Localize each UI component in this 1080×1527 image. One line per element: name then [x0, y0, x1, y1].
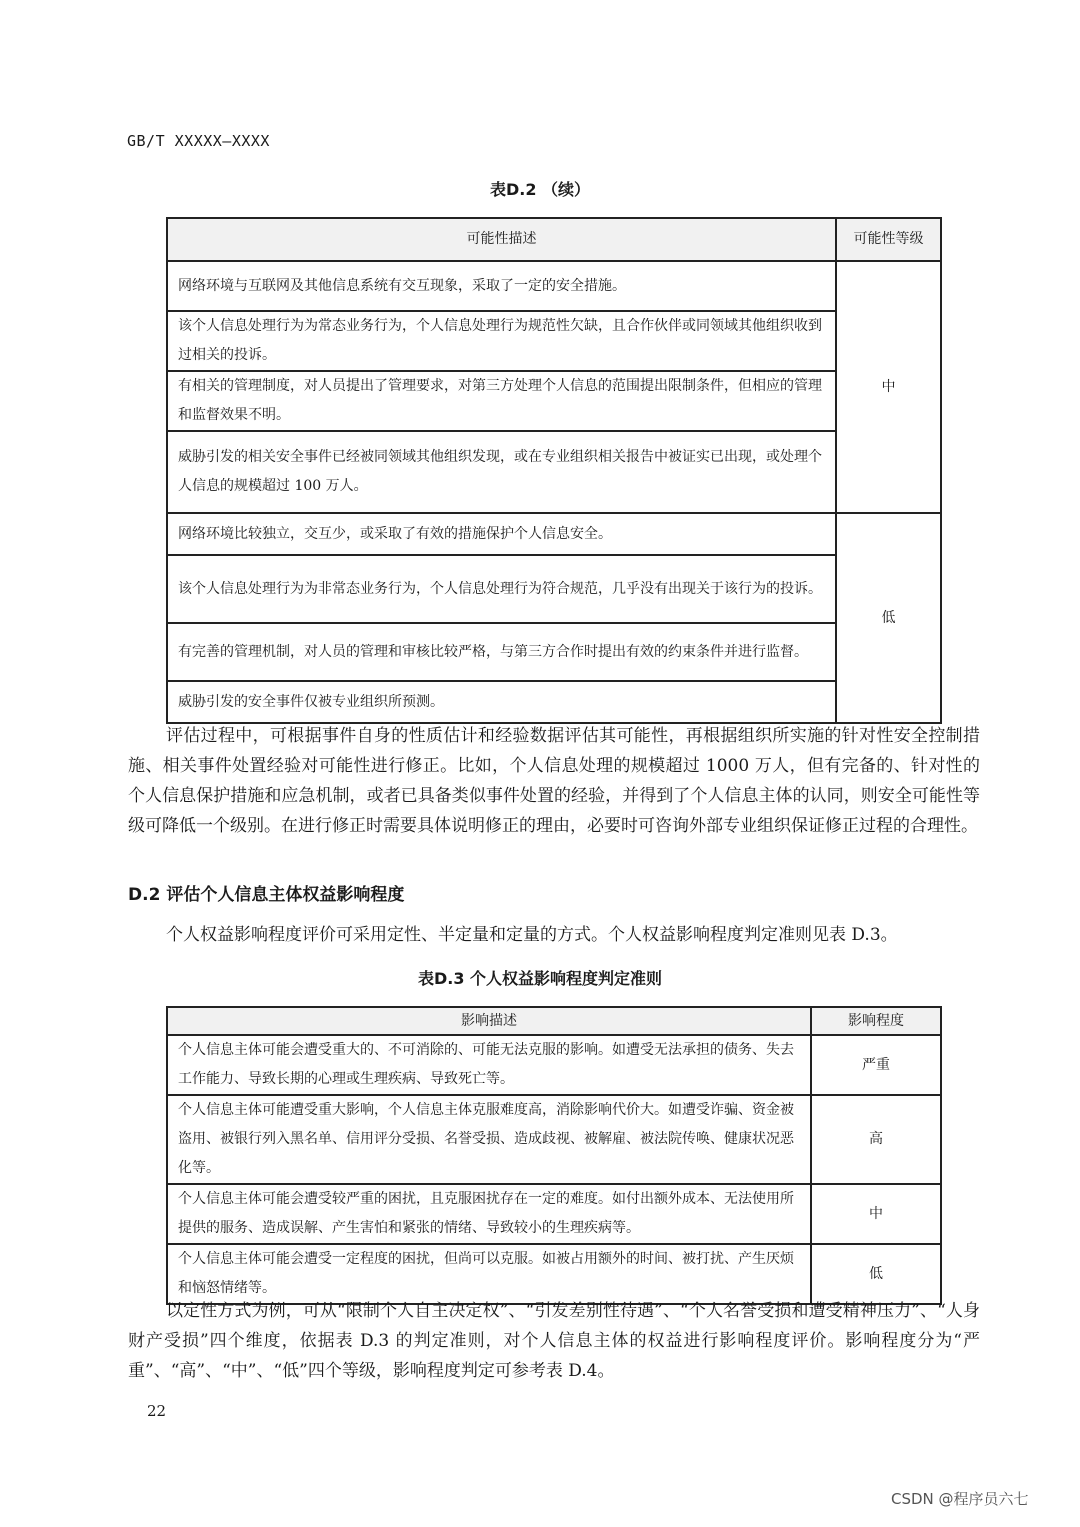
table-d2-row-low-4: 威胁引发的安全事件仅被专业组织所预测。 — [167, 681, 836, 723]
table-d3-row-level-1: 严重 — [811, 1035, 941, 1095]
table-d2-row-medium-4: 威胁引发的相关安全事件已经被同领域其他组织发现，或在专业组织相关报告中被证实已出现，或处理个人信息的规模超过 100 万人。 — [167, 431, 836, 513]
table-d2-row-medium-3: 有相关的管理制度，对人员提出了管理要求，对第三方处理个人信息的范围提出限制条件，但相应的管理和监督效果不明。 — [167, 371, 836, 431]
table-d3-row-level-4: 低 — [811, 1244, 941, 1304]
table-d2-header-level: 可能性等级 — [836, 218, 941, 261]
table-d2-row-medium-1: 网络环境与互联网及其他信息系统有交互现象，采取了一定的安全措施。 — [167, 261, 836, 311]
section-heading: D.2 评估个人信息主体权益影响程度 — [128, 885, 405, 905]
watermark: CSDN @程序员六七 — [891, 1490, 1029, 1508]
table-d3 — [166, 1006, 942, 1305]
paragraph-2: 个人权益影响程度评价可采用定性、半定量和定量的方式。个人权益影响程度判定准则见表 D.3。 — [166, 925, 898, 945]
paragraph-3: 以定性方式为例，可从“限制个人自主决定权”、“引发差别性待遇”、“个人名誉受损和遭受精神压力”、“人身财产受损”四个维度，依据表 D.3 的判定准则，对个人信息主体的权益进行影响程度评价。影响程度分为“严重”、“高”、“中”、“低”四个等级，影响程度判定可参考表 D.4。 — [128, 1301, 980, 1381]
table-d3-header-level: 影响程度 — [811, 1007, 941, 1035]
page-number: 22 — [147, 1402, 167, 1420]
table-d3-caption: 表D.3 个人权益影响程度判定准则 — [417, 969, 663, 988]
table-d3-row-level-2: 高 — [811, 1095, 941, 1184]
table-d2-row-low-3: 有完善的管理机制，对人员的管理和审核比较严格，与第三方合作时提出有效的约束条件并进行监督。 — [167, 623, 836, 681]
table-d2-row-medium-2: 该个人信息处理行为为常态业务行为，个人信息处理行为规范性欠缺，且合作伙伴或同领域其他组织收到过相关的投诉。 — [167, 311, 836, 371]
table-d2-caption: 表D.2 （续） — [489, 180, 591, 199]
table-d3-row-desc-3: 个人信息主体可能会遭受较严重的困扰，且克服困扰存在一定的难度。如付出额外成本、无法使用所提供的服务、造成误解、产生害怕和紧张的情绪、导致较小的生理疾病等。 — [167, 1184, 811, 1244]
table-d3-row-desc-1: 个人信息主体可能会遭受重大的、不可消除的、可能无法克服的影响。如遭受无法承担的债务、失去工作能力、导致长期的心理或生理疾病、导致死亡等。 — [167, 1035, 811, 1095]
standard-code: GB/T XXXXX—XXXX — [127, 132, 270, 150]
table-d3-row-desc-2: 个人信息主体可能遭受重大影响，个人信息主体克服难度高，消除影响代价大。如遭受诈骗、资金被盗用、被银行列入黑名单、信用评分受损、名誉受损、造成歧视、被解雇、被法院传唤、健康状况恶化等。 — [167, 1095, 811, 1184]
paragraph-1: 评估过程中，可根据事件自身的性质估计和经验数据评估其可能性，再根据组织所实施的针对性安全控制措施、相关事件处置经验对可能性进行修正。比如，个人信息处理的规模超过 1000 万人，但有完备的、针对性的个人信息保护措施和应急机制，或者已具备类似事件处置的经验，并得到了个人信息主体的认同，则安全可能性等级可降低一个级别。在进行修正时需要具体说明修正的理由，必要时可咨询外部专业组织保证修正过程的合理性。 — [128, 726, 980, 836]
table-d2-row-low-2: 该个人信息处理行为为非常态业务行为，个人信息处理行为符合规范，几乎没有出现关于该行为的投诉。 — [167, 555, 836, 623]
table-d2-row-low-1: 网络环境比较独立，交互少，或采取了有效的措施保护个人信息安全。 — [167, 513, 836, 555]
table-d2-header-description: 可能性描述 — [167, 218, 836, 261]
table-d2-level-medium: 中 — [836, 261, 941, 513]
table-d3-row-level-3: 中 — [811, 1184, 941, 1244]
table-d3-row-desc-4: 个人信息主体可能会遭受一定程度的困扰，但尚可以克服。如被占用额外的时间、被打扰、产生厌烦和恼怒情绪等。 — [167, 1244, 811, 1304]
table-d2-level-low: 低 — [836, 513, 941, 723]
table-d2 — [166, 217, 942, 724]
table-d3-header-description: 影响描述 — [167, 1007, 811, 1035]
